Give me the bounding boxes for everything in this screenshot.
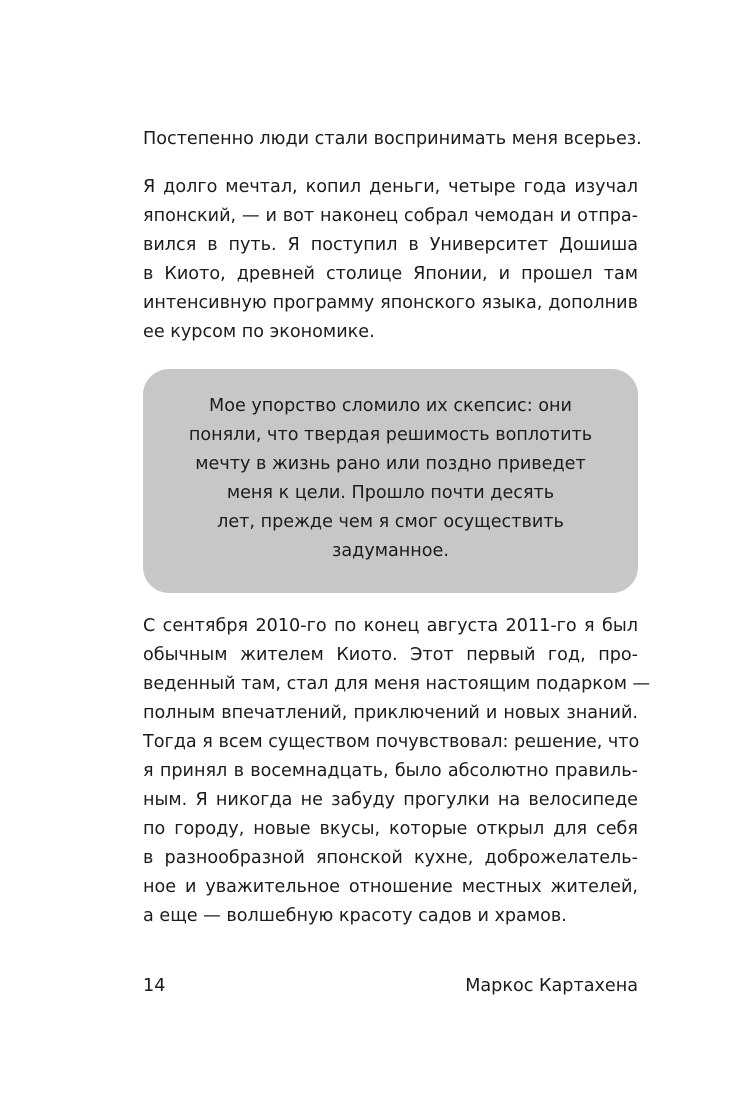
paragraph-line: Тогда я всем существом почувствовал: решение, что: [143, 732, 640, 752]
running-footer-author: Маркос Картахена: [465, 976, 638, 996]
quote-line: мечту в жизнь рано или поздно приведет: [195, 454, 586, 474]
quote-line: задуманное.: [332, 541, 449, 561]
paragraph-2: [143, 173, 638, 347]
paragraph-line: а еще — волшебную красоту садов и храмов.: [143, 906, 567, 926]
paragraph-3: [143, 612, 651, 931]
quote-line: поняли, что твердая решимость воплотить: [188, 425, 593, 445]
paragraph-line: ным. Я никогда не забуду прогулки на велосипеде: [143, 790, 638, 810]
paragraph-1: [143, 125, 642, 154]
paragraph-line: по городу, новые вкусы, которые открыл для себя: [143, 819, 638, 839]
paragraph-line: Постепенно люди стали воспринимать меня всерьез.: [143, 129, 642, 149]
pull-quote-text: [143, 392, 638, 566]
quote-line: меня к цели. Прошло почти десять: [226, 483, 555, 503]
paragraph-line: ное и уважительное отношение местных жителей,: [143, 877, 638, 897]
paragraph-line: С сентября 2010-го по конец августа 2011-го я был: [143, 616, 638, 636]
paragraph-line: вился в путь. Я поступил в Университет Дошиша: [143, 235, 638, 255]
paragraph-line: полным впечатлений, приключений и новых знаний.: [143, 703, 638, 723]
page-footer: [143, 972, 638, 1001]
paragraph-line: интенсивную программу японского языка, дополнив: [143, 293, 638, 313]
quote-line: лет, прежде чем я смог осуществить: [217, 512, 564, 532]
paragraph-line: обычным жителем Киото. Этот первый год, про-: [143, 645, 638, 665]
pull-quote-box: [143, 369, 638, 593]
paragraph-line: в разнообразной японской кухне, доброжелатель-: [143, 848, 638, 868]
paragraph-line: японский, — и вот наконец собрал чемодан и отпра-: [143, 206, 638, 226]
paragraph-line: я принял в восемнадцать, было абсолютно правиль-: [143, 761, 638, 781]
paragraph-line: Я долго мечтал, копил деньги, четыре года изучал: [143, 177, 638, 197]
paragraph-line: веденный там, стал для меня настоящим подарком —: [143, 674, 651, 694]
paragraph-line: ее курсом по экономике.: [143, 322, 375, 342]
quote-line: Мое упорство сломило их скепсис: они: [209, 396, 572, 416]
paragraph-line: в Киото, древней столице Японии, и прошел там: [143, 264, 638, 284]
page-number: 14: [143, 976, 166, 996]
